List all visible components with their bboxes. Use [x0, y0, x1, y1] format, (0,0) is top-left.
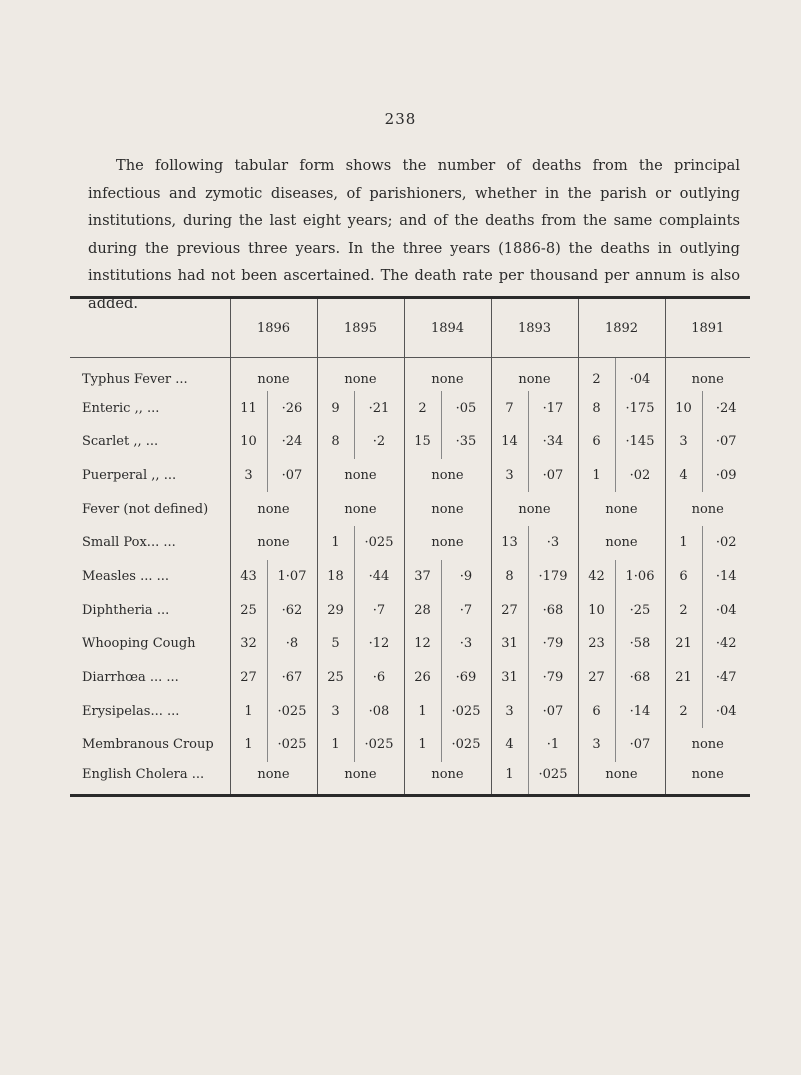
table-body: [70, 358, 750, 796]
death-rate-cell: ·34: [528, 425, 578, 459]
death-count-cell: 10: [665, 391, 702, 425]
none-cell: none: [404, 459, 491, 493]
death-rate-cell: ·07: [528, 459, 578, 493]
death-rate-cell: ·25: [615, 593, 665, 627]
none-cell: none: [230, 762, 317, 796]
death-rate-cell: ·3: [441, 627, 491, 661]
year-header: 1892: [578, 298, 665, 358]
table-row: [70, 627, 750, 661]
death-rate-cell: ·42: [702, 627, 750, 661]
table-row: [70, 492, 750, 526]
year-header-row: [70, 298, 750, 358]
death-count-cell: 3: [317, 694, 354, 728]
death-count-cell: 6: [665, 560, 702, 594]
disease-column-header: [70, 298, 230, 358]
death-count-cell: 5: [317, 627, 354, 661]
death-rate-cell: ·7: [354, 593, 404, 627]
table-row: [70, 391, 750, 425]
death-rate-cell: ·025: [441, 694, 491, 728]
year-header: 1891: [665, 298, 750, 358]
death-rate-cell: ·175: [615, 391, 665, 425]
disease-name: Puerperal ,, ...: [82, 467, 177, 483]
none-cell: none: [665, 762, 750, 796]
death-count-cell: 21: [665, 627, 702, 661]
death-rate-cell: ·12: [354, 627, 404, 661]
table-row: [70, 425, 750, 459]
death-count-cell: 23: [578, 627, 615, 661]
death-count-cell: 1: [317, 526, 354, 560]
disease-name: Diarrhœa ... ...: [82, 670, 179, 686]
death-count-cell: 8: [578, 391, 615, 425]
table-row: [70, 358, 750, 392]
table-row: [70, 661, 750, 695]
death-rate-cell: ·7: [441, 593, 491, 627]
death-rate-cell: ·67: [267, 661, 317, 695]
none-cell: none: [230, 492, 317, 526]
disease-name: Measles ... ...: [82, 568, 170, 584]
death-count-cell: 26: [404, 661, 441, 695]
death-rate-cell: ·07: [615, 728, 665, 762]
none-cell: none: [317, 459, 404, 493]
death-rate-cell: ·47: [702, 661, 750, 695]
none-cell: none: [404, 358, 491, 392]
death-rate-cell: ·07: [267, 459, 317, 493]
none-cell: none: [317, 762, 404, 796]
none-cell: none: [404, 526, 491, 560]
death-count-cell: 27: [491, 593, 528, 627]
none-cell: none: [665, 492, 750, 526]
death-rate-cell: ·2: [354, 425, 404, 459]
none-cell: none: [317, 492, 404, 526]
table-row: [70, 526, 750, 560]
death-count-cell: 1: [578, 459, 615, 493]
disease-name: Membranous Croup: [82, 737, 214, 753]
death-count-cell: 3: [491, 459, 528, 493]
death-count-cell: 25: [317, 661, 354, 695]
death-count-cell: 8: [317, 425, 354, 459]
death-rate-cell: ·17: [528, 391, 578, 425]
year-header: 1894: [404, 298, 491, 358]
death-count-cell: 12: [404, 627, 441, 661]
none-cell: none: [578, 762, 665, 796]
death-rate-cell: 1·07: [267, 560, 317, 594]
none-cell: none: [665, 728, 750, 762]
death-rate-cell: ·79: [528, 661, 578, 695]
none-cell: none: [491, 492, 578, 526]
none-cell: none: [230, 526, 317, 560]
death-rate-cell: ·68: [615, 661, 665, 695]
death-count-cell: 14: [491, 425, 528, 459]
table-row: [70, 694, 750, 728]
death-rate-cell: ·04: [702, 593, 750, 627]
death-count-cell: 3: [491, 694, 528, 728]
table-row: [70, 560, 750, 594]
death-count-cell: 1: [491, 762, 528, 796]
death-rate-cell: ·35: [441, 425, 491, 459]
death-count-cell: 1: [665, 526, 702, 560]
death-count-cell: 1: [230, 728, 267, 762]
death-rate-cell: ·69: [441, 661, 491, 695]
death-rate-cell: ·14: [702, 560, 750, 594]
death-rate-cell: ·145: [615, 425, 665, 459]
death-rate-cell: ·04: [702, 694, 750, 728]
year-header: 1896: [230, 298, 317, 358]
death-rate-cell: ·025: [267, 694, 317, 728]
none-cell: none: [578, 526, 665, 560]
table-row: [70, 593, 750, 627]
death-count-cell: 3: [578, 728, 615, 762]
death-rate-cell: ·26: [267, 391, 317, 425]
intro-paragraph: [88, 152, 740, 317]
death-rate-cell: ·6: [354, 661, 404, 695]
disease-name: English Cholera ...: [82, 767, 205, 783]
none-cell: none: [491, 358, 578, 392]
death-count-cell: 7: [491, 391, 528, 425]
death-count-cell: 1: [230, 694, 267, 728]
death-rate-cell: ·9: [441, 560, 491, 594]
death-count-cell: 29: [317, 593, 354, 627]
intro-text: The following tabular form shows the number of deaths from the principal infectious and zymotic diseases, of parishioners, whether in the parish or outlying institutions, during the last eight years; and of the deaths from the same complaints during the previous three years. In the three years (1886-8) the deaths in outlying institutions had not been ascertained. The death rate per thousand per annum is also added.: [88, 157, 740, 312]
disease-name: Typhus Fever ...: [82, 372, 188, 388]
death-rate-cell: ·04: [615, 358, 665, 392]
disease-name: Diphtheria ...: [82, 602, 170, 618]
table-row: [70, 762, 750, 796]
disease-name: Small Pox... ...: [82, 535, 176, 551]
death-rate-cell: ·025: [441, 728, 491, 762]
none-cell: none: [404, 492, 491, 526]
death-count-cell: 25: [230, 593, 267, 627]
death-rate-cell: ·58: [615, 627, 665, 661]
death-count-cell: 9: [317, 391, 354, 425]
death-rate-cell: ·79: [528, 627, 578, 661]
death-rate-cell: ·14: [615, 694, 665, 728]
death-rate-cell: ·62: [267, 593, 317, 627]
death-rate-cell: ·02: [702, 526, 750, 560]
death-rate-cell: ·24: [267, 425, 317, 459]
death-count-cell: 31: [491, 627, 528, 661]
death-count-cell: 10: [578, 593, 615, 627]
death-rate-cell: ·025: [354, 728, 404, 762]
death-count-cell: 13: [491, 526, 528, 560]
death-count-cell: 2: [665, 593, 702, 627]
death-count-cell: 18: [317, 560, 354, 594]
death-rate-cell: ·07: [528, 694, 578, 728]
death-rate-cell: ·02: [615, 459, 665, 493]
none-cell: none: [230, 358, 317, 392]
death-rate-cell: ·025: [354, 526, 404, 560]
none-cell: none: [317, 358, 404, 392]
death-count-cell: 4: [665, 459, 702, 493]
death-count-cell: 31: [491, 661, 528, 695]
death-rate-cell: ·8: [267, 627, 317, 661]
death-count-cell: 2: [404, 391, 441, 425]
death-count-cell: 3: [665, 425, 702, 459]
death-count-cell: 1: [404, 728, 441, 762]
death-rate-cell: ·025: [267, 728, 317, 762]
death-count-cell: 3: [230, 459, 267, 493]
death-count-cell: 11: [230, 391, 267, 425]
disease-name: Fever (not defined): [82, 501, 209, 517]
death-rate-cell: ·08: [354, 694, 404, 728]
death-rate-cell: ·44: [354, 560, 404, 594]
death-count-cell: 32: [230, 627, 267, 661]
death-count-cell: 21: [665, 661, 702, 695]
death-count-cell: 2: [578, 358, 615, 392]
death-count-cell: 27: [230, 661, 267, 695]
disease-name: Scarlet ,, ...: [82, 434, 159, 450]
death-rate-cell: ·24: [702, 391, 750, 425]
death-rate-cell: ·68: [528, 593, 578, 627]
disease-name: Erysipelas... ...: [82, 703, 180, 719]
none-cell: none: [404, 762, 491, 796]
death-count-cell: 6: [578, 425, 615, 459]
table-row: [70, 459, 750, 493]
death-rate-cell: ·179: [528, 560, 578, 594]
death-rate-cell: 1·06: [615, 560, 665, 594]
death-count-cell: 1: [317, 728, 354, 762]
page-number: 238: [384, 110, 417, 128]
year-header: 1893: [491, 298, 578, 358]
death-count-cell: 28: [404, 593, 441, 627]
death-count-cell: 15: [404, 425, 441, 459]
death-rate-cell: ·21: [354, 391, 404, 425]
death-count-cell: 2: [665, 694, 702, 728]
death-count-cell: 8: [491, 560, 528, 594]
table-row: [70, 728, 750, 762]
death-count-cell: 4: [491, 728, 528, 762]
none-cell: none: [578, 492, 665, 526]
year-header: 1895: [317, 298, 404, 358]
disease-name: Whooping Cough: [82, 636, 196, 652]
death-rate-cell: ·3: [528, 526, 578, 560]
death-count-cell: 42: [578, 560, 615, 594]
disease-name: Enteric ,, ...: [82, 400, 160, 416]
death-count-cell: 1: [404, 694, 441, 728]
death-count-cell: 43: [230, 560, 267, 594]
death-count-cell: 37: [404, 560, 441, 594]
death-count-cell: 6: [578, 694, 615, 728]
death-rate-cell: ·07: [702, 425, 750, 459]
mortality-table: [70, 296, 750, 797]
death-count-cell: 27: [578, 661, 615, 695]
death-rate-cell: ·1: [528, 728, 578, 762]
death-count-cell: 10: [230, 425, 267, 459]
death-rate-cell: ·025: [528, 762, 578, 796]
death-rate-cell: ·09: [702, 459, 750, 493]
death-rate-cell: ·05: [441, 391, 491, 425]
none-cell: none: [665, 358, 750, 392]
